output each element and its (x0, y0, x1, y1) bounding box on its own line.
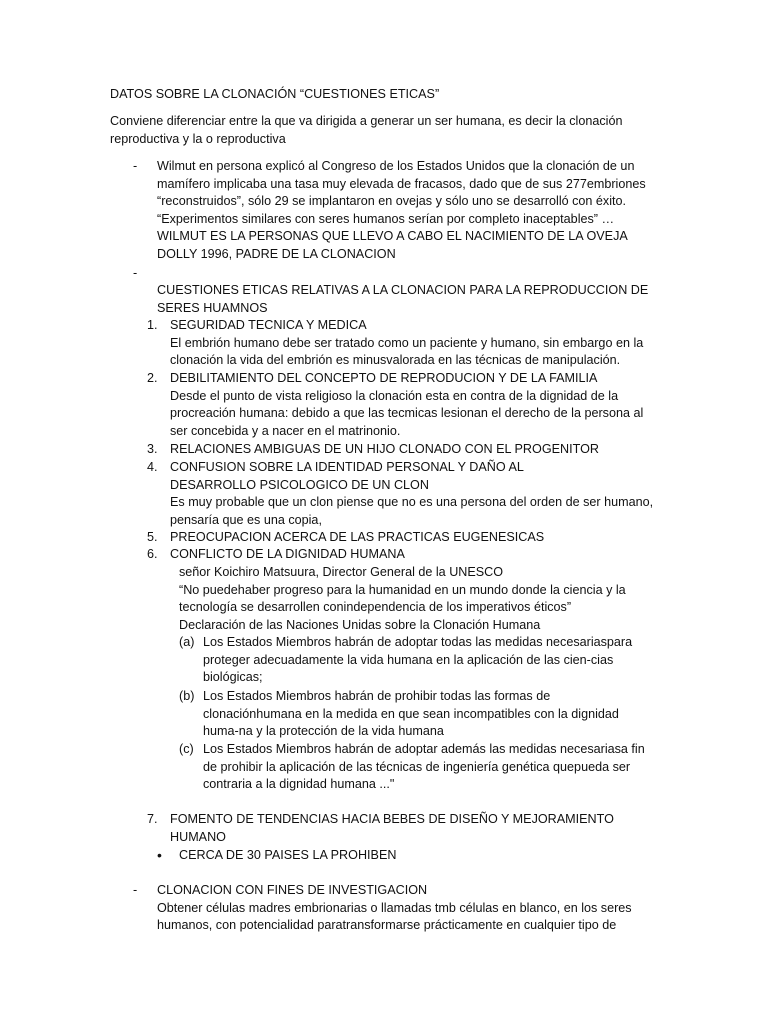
item-number: 4. (147, 460, 158, 474)
item-number: 5. (147, 530, 158, 544)
intro-paragraph: Conviene diferenciar entre la que va dirigida a generar un ser humana, es decir la clonación reproductiva y la o reproductiva (110, 114, 623, 146)
item-number: 2. (147, 371, 158, 385)
point-label: (b) (179, 689, 195, 703)
item-2 (170, 370, 655, 440)
wilmut-paragraph: Wilmut en persona explicó al Congreso de los Estados Unidos que la clonación de un mamífero implicaba una tasa muy elevada de fracasos, dado que de sus 277embriones “reconstruidos”, sólo 29 se implantaron en ovejas y sólo uno se desarrolló con éxito. “Experimentos similares con seres humanos serían por completo inaceptables” … WILMUT ES LA PERSONAS QUE LLEVO A CABO EL NACIMIENTO DE LA OVEJA DOLLY 1996, PADRE DE LA CLONACION (157, 159, 646, 261)
item-heading: SEGURIDAD TECNICA Y MEDICA (170, 318, 367, 332)
item-heading: CONFLICTO DE LA DIGNIDAD HUMANA (170, 547, 405, 561)
item-1 (170, 317, 655, 370)
declaration-title: Declaración de las Naciones Unidas sobre la Clonación Humana (179, 617, 541, 632)
point-text: Los Estados Miembros habrán de adoptar además las medidas necesariasa fin de prohibir la aplicación de las técnicas de ingeniería genética quepueda ser contraria a la dignidad humana ..." (203, 742, 645, 792)
point-text: Los Estados Miembros habrán de adoptar todas las medidas necesariaspara proteger adecuadamente la vida humana en la aplicación de las cien-cias biológicas; (203, 635, 633, 685)
dash-bullet: - (133, 266, 138, 280)
item-4 (170, 459, 655, 529)
item-number: 6. (147, 547, 158, 561)
item-body: Desde el punto de vista religioso la clonación esta en contra de la dignidad de la procreación humana: debido a que las tecmicas lesionan el derecho de la persona al ser concebida y a nacer en el matrinonio. (170, 388, 644, 438)
investigacion-heading: CLONACION CON FINES DE INVESTIGACION (157, 883, 428, 897)
cuestiones-heading: CUESTIONES ETICAS RELATIVAS A LA CLONACION PARA LA REPRODUCCION DE SERES HUAMNOS (157, 283, 649, 315)
item-number: 7. (147, 812, 158, 826)
item-heading: FOMENTO DE TENDENCIAS HACIA BEBES DE DISEÑO Y MEJORAMIENTO HUMANO (170, 812, 614, 844)
item-number: 1. (147, 318, 158, 332)
unesco-quote: “No puedehaber progreso para la humanidad en un mundo donde la ciencia y la tecnología se desarrollen conindependencia de los imperativos éticos” (179, 582, 626, 615)
speaker-line: señor Koichiro Matsuura, Director General de la UNESCO (179, 565, 504, 579)
item-body: El embrión humano debe ser tratado como un paciente y humano, sin embargo en la clonación la vida del embrión es minusvalorada en las técnicas de manipulación. (170, 335, 644, 368)
investigacion-body: Obtener células madres embrionarias o llamadas tmb células en blanco, en los seres humanos, con potencialidad paratransformarse prácticamente en cualquier tipo de (157, 900, 632, 933)
point-text: Los Estados Miembros habrán de prohibir todas las formas de clonaciónhumana en la medida en que sean incompatibles con la dignidad huma-na y la protección de la vida humana (203, 689, 619, 739)
item-body: Es muy probable que un clon piense que no es una persona del orden de ser humano, pensaría que es una copia, (170, 495, 654, 527)
point-label: (c) (179, 742, 194, 756)
dash-bullet: - (133, 883, 138, 897)
item-heading: DEBILITAMIENTO DEL CONCEPTO DE REPRODUCION Y DE LA FAMILIA (170, 371, 598, 385)
document-title: DATOS SOBRE LA CLONACIÓN “CUESTIONES ETICAS” (110, 87, 440, 101)
dash-bullet: - (133, 159, 138, 173)
item-heading: CONFUSION SOBRE LA IDENTIDAD PERSONAL Y DAÑO AL DESARROLLO PSICOLOGICO DE UN CLON (170, 460, 524, 492)
investigacion-section (157, 882, 657, 935)
bullet-text: CERCA DE 30 PAISES LA PROHIBEN (179, 848, 397, 862)
item-heading: PREOCUPACION ACERCA DE LAS PRACTICAS EUGENESICAS (170, 530, 545, 544)
bullet-dot: • (157, 847, 162, 863)
item-6-detail (179, 564, 649, 634)
item-number: 3. (147, 442, 158, 456)
item-heading: RELACIONES AMBIGUAS DE UN HIJO CLONADO CON EL PROGENITOR (170, 442, 599, 456)
point-label: (a) (179, 635, 195, 649)
